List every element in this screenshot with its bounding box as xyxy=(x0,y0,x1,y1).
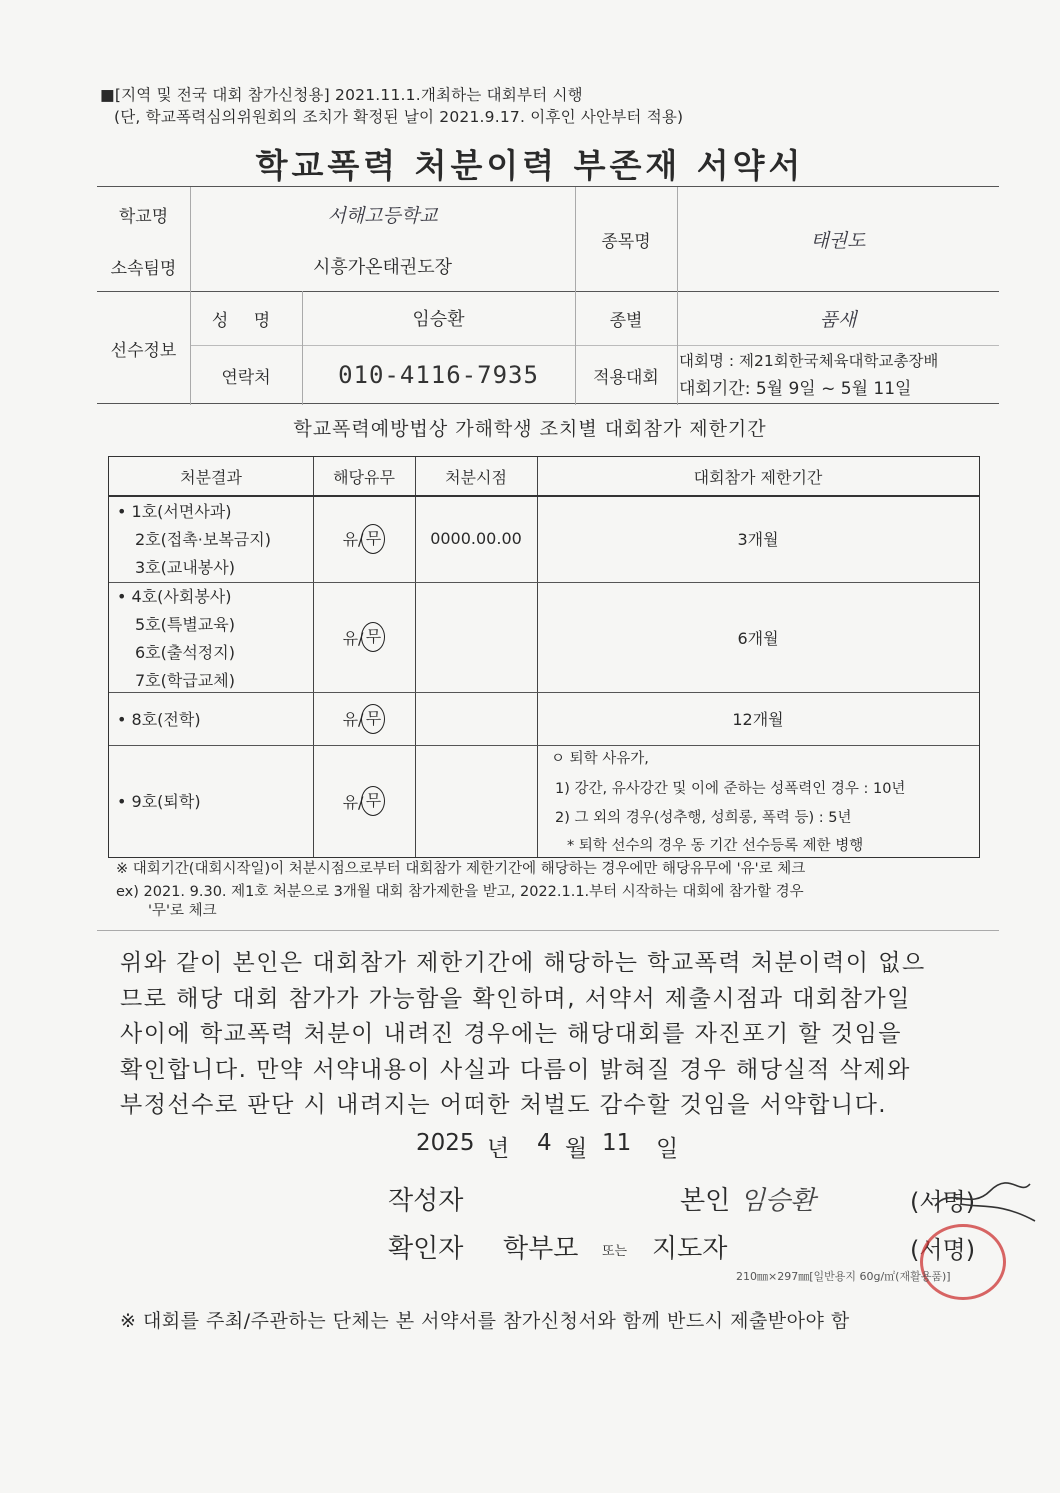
paper-spec: 210㎜×297㎜[일반용지 60g/㎡(재활용품)] xyxy=(736,1270,951,1283)
row1-line3: 3호(교내봉사) xyxy=(135,558,235,577)
team-value: 시흥가온태권도장 xyxy=(312,257,453,278)
date-year-unit: 년 xyxy=(487,1136,510,1162)
table-row xyxy=(109,495,313,582)
date-day-unit: 일 xyxy=(656,1136,679,1162)
event-value: 태권도 xyxy=(810,229,866,252)
writer-label: 작성자 xyxy=(388,1186,464,1216)
pledge-line-3: 사이에 학교폭력 처분이 내려진 경우에는 해당대회를 자진포기 할 것임을 xyxy=(120,1021,903,1047)
row2-line2: 5호(특별교육) xyxy=(135,615,235,634)
category-label: 종별 xyxy=(609,310,643,331)
team-label: 소속팀명 xyxy=(110,258,177,279)
yes-label: 유/ xyxy=(342,792,364,812)
yes-label: 유/ xyxy=(342,628,364,648)
row1-period: 3개월 xyxy=(737,530,779,549)
coach-label: 지도자 xyxy=(652,1234,728,1264)
no-circled: 무 xyxy=(361,622,385,652)
document-title: 학교폭력 처분이력 부존재 서약서 xyxy=(255,146,805,185)
row1-line2: 2호(접촉·보복금지) xyxy=(135,530,271,549)
no-circled: 무 xyxy=(361,704,385,734)
competition-info xyxy=(679,347,997,403)
pledge-line-5: 부정선수로 판단 시 내려지는 어떠한 처벌도 감수할 것임을 서약합니다. xyxy=(120,1092,888,1118)
row3-line1: • 8호(전학) xyxy=(117,710,201,729)
row4-period-line3: 2) 그 외의 경우(성추행, 성희롱, 폭력 등) : 5년 xyxy=(555,810,852,826)
header-applicable: 해당유무 xyxy=(333,467,395,487)
row1-line1: • 1호(서면사과) xyxy=(117,502,232,521)
row4-line1: • 9호(퇴학) xyxy=(117,792,201,811)
row4-period-line2: 1) 강간, 유사강간 및 이에 준하는 성폭력인 경우 : 10년 xyxy=(555,781,906,797)
footer-note: ※ 대회를 주최/주관하는 단체는 본 서약서를 참가신청서와 함께 반드시 제출받아야 함 xyxy=(120,1310,850,1332)
yes-label: 유/ xyxy=(342,710,364,729)
name-label: 성 명 xyxy=(211,310,281,331)
event-label: 종목명 xyxy=(601,231,651,252)
sign-label-2: (서명) xyxy=(910,1236,976,1264)
note-line-2: ex) 2021. 9.30. 제1호 처분으로 3개월 대회 참가제한을 받고, 2022.1.1.부터 시작하는 대회에 참가할 경우 xyxy=(116,884,804,900)
row3-check xyxy=(313,692,415,745)
header-date: 처분시점 xyxy=(445,467,507,487)
date-year: 2025 xyxy=(416,1130,475,1156)
date-day: 11 xyxy=(602,1130,632,1156)
table-row xyxy=(109,582,313,692)
restriction-heading: 학교폭력예방법상 가해학생 조치별 대회참가 제한기간 xyxy=(293,418,767,440)
contact-label: 연락처 xyxy=(221,367,271,388)
row4-period xyxy=(537,745,979,857)
school-value: 서해고등학교 xyxy=(327,204,438,227)
date-month-unit: 월 xyxy=(565,1136,588,1162)
no-circled: 무 xyxy=(361,786,385,816)
row4-check xyxy=(313,745,415,857)
pledge-line-2: 므로 해당 대회 참가가 가능함을 확인하며, 서약서 제출시점과 대회참가일 xyxy=(120,985,911,1012)
header-period: 대회참가 제한기간 xyxy=(693,467,823,487)
row2-line1: • 4호(사회봉사) xyxy=(117,587,232,606)
row1-date: 0000.00.00 xyxy=(430,529,522,548)
pledge-line-1: 위와 같이 본인은 대회참가 제한기간에 해당하는 학교폭력 처분이력이 없으 xyxy=(120,950,926,976)
row2-line4: 7호(학급교체) xyxy=(135,671,235,690)
competition-period: 대회기간: 5월 9일 ~ 5월 11일 xyxy=(679,379,912,399)
school-label: 학교명 xyxy=(118,206,169,227)
self-name: 임승환 xyxy=(740,1186,816,1216)
contact-value: 010-4116-7935 xyxy=(338,361,539,389)
header-result: 처분결과 xyxy=(180,467,242,487)
row2-date xyxy=(415,582,537,692)
or-label: 또는 xyxy=(602,1244,628,1259)
note-line-3: '무'로 체크 xyxy=(148,903,217,919)
notice-line-1: ■[지역 및 전국 대회 참가신청용] 2021.11.1.개최하는 대회부터 시행 xyxy=(100,86,583,104)
date-month: 4 xyxy=(537,1130,552,1156)
confirmer-label: 확인자 xyxy=(388,1234,464,1264)
row4-date xyxy=(415,745,537,857)
row1-check xyxy=(313,495,415,582)
divider xyxy=(97,930,999,931)
row3-date xyxy=(415,692,537,745)
competition-name: 대회명 : 제21회한국체육대학교총장배 xyxy=(679,352,939,370)
category-value: 품새 xyxy=(819,308,857,331)
row4-period-line1: ㅇ 퇴학 사유가, xyxy=(551,751,649,767)
no-circled: 무 xyxy=(361,524,385,554)
athlete-label: 선수정보 xyxy=(110,340,177,361)
restriction-table xyxy=(108,456,980,858)
sign-label-1: (서명) xyxy=(910,1188,976,1216)
pledge-line-4: 확인합니다. 만약 서약내용이 사실과 다름이 밝혀질 경우 해당실적 삭제와 xyxy=(120,1056,911,1083)
row3-period: 12개월 xyxy=(732,710,784,729)
red-seal-stamp xyxy=(920,1224,1006,1300)
table-row xyxy=(109,692,313,745)
self-label: 본인 xyxy=(680,1186,731,1216)
row2-check xyxy=(313,582,415,692)
notes xyxy=(112,858,805,923)
row4-period-line4: * 퇴학 선수의 경우 동 기간 선수등록 제한 병행 xyxy=(567,838,864,854)
table-row xyxy=(109,745,313,857)
parent-label: 학부모 xyxy=(503,1234,579,1264)
yes-label: 유/ xyxy=(342,530,364,549)
name-value: 임승환 xyxy=(412,309,465,330)
pledge-text xyxy=(120,946,980,1124)
notice xyxy=(100,84,683,128)
row2-line3: 6호(출석정지) xyxy=(135,643,235,662)
row2-period: 6개월 xyxy=(737,628,779,648)
notice-line-2: (단, 학교폭력심의위원회의 조치가 확정된 날이 2021.9.17. 이후인 사안부터 적용) xyxy=(114,108,684,126)
signature-scribble xyxy=(930,1176,1040,1226)
info-table xyxy=(97,186,999,404)
applied-label: 적용대회 xyxy=(593,367,659,388)
note-line-1: ※ 대회기간(대회시작일)이 처분시점으로부터 대회참가 제한기간에 해당하는 경우에만 해당유무에 '유'로 체크 xyxy=(116,861,806,877)
